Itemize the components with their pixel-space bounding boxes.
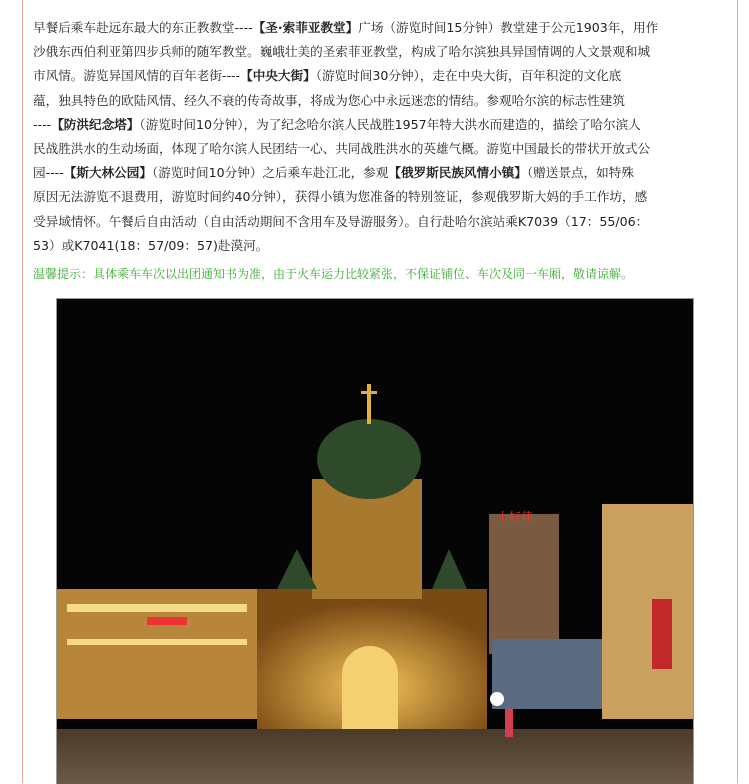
text-line — [33, 64, 733, 88]
text-line — [33, 89, 733, 113]
text-line — [33, 161, 733, 185]
itinerary-text — [33, 16, 733, 258]
text-segment: 民战胜洪水的生动场面，体现了哈尔滨人民团结一心、共同战胜洪水的英雄气概。游览中国最长的带状开放式公 — [33, 140, 651, 156]
saint-sophia-cathedral-photo — [56, 298, 694, 784]
text-segment: （游览时间10分钟）之后乘车赴江北，参观 — [151, 165, 389, 181]
text-segment: 53）或K7041(18：57/09：57)赴漠河。 — [33, 237, 269, 253]
text-segment: 广场（游览时间15分钟）教堂建于公元1903年，用作 — [358, 20, 659, 35]
text-segment: （游览时间10分钟），为了纪念哈尔滨人民战胜1957年特大洪水而建造的，描绘了哈尔滨人 — [139, 116, 641, 132]
text-line — [33, 16, 733, 40]
text-line — [33, 234, 733, 258]
text-line — [33, 137, 733, 161]
travel-tip: 温馨提示：具体乘车车次以出团通知书为准，由于火车运力比较紧张，不保证铺位、车次及同一车厢，敬请谅解。 — [33, 267, 634, 281]
attraction-name: 【圣·索菲亚教堂】 — [252, 20, 359, 35]
text-segment: 早餐后乘车赴远东最大的东正教教堂---- — [33, 20, 253, 35]
attraction-name: 【防洪纪念塔】 — [51, 116, 140, 132]
text-segment: 市风情。游览异国风情的百年老街---- — [33, 68, 241, 84]
text-segment: 园---- — [33, 165, 64, 181]
hotel-sign: 上好佳 — [497, 510, 534, 524]
text-line — [33, 113, 733, 137]
attraction-name: 【中央大街】 — [240, 68, 316, 84]
text-segment: 受异域情怀。午餐后自由活动（自由活动期间不含用车及导游服务）。自行赴哈尔滨站乘K7039（17：55/06： — [33, 213, 649, 229]
text-segment: ---- — [33, 116, 52, 132]
text-segment: 原因无法游览不退费用，游览时间约40分钟），获得小镇为您准备的特别签证，参观俄罗斯大妈的手工作坊，感 — [33, 189, 648, 205]
text-segment: （赠送景点，如特殊 — [526, 165, 634, 181]
text-segment: 蕴，独具特色的欧陆风情、经久不衰的传奇故事，将成为您心中永远迷恋的情结。参观哈尔滨的标志性建筑 — [33, 92, 625, 108]
text-segment: 沙俄东西伯利亚第四步兵师的随军教堂。巍峨壮美的圣索菲亚教堂，构成了哈尔滨独具异国情调的人文景观和城 — [33, 44, 651, 60]
text-segment: （游览时间30分钟），走在中央大街，百年积淀的文化底 — [315, 68, 622, 84]
attraction-name: 【斯大林公园】 — [63, 165, 152, 181]
text-line — [33, 40, 733, 64]
text-line — [33, 210, 733, 234]
text-line — [33, 185, 733, 209]
attraction-name: 【俄罗斯民族风情小镇】 — [388, 165, 527, 181]
